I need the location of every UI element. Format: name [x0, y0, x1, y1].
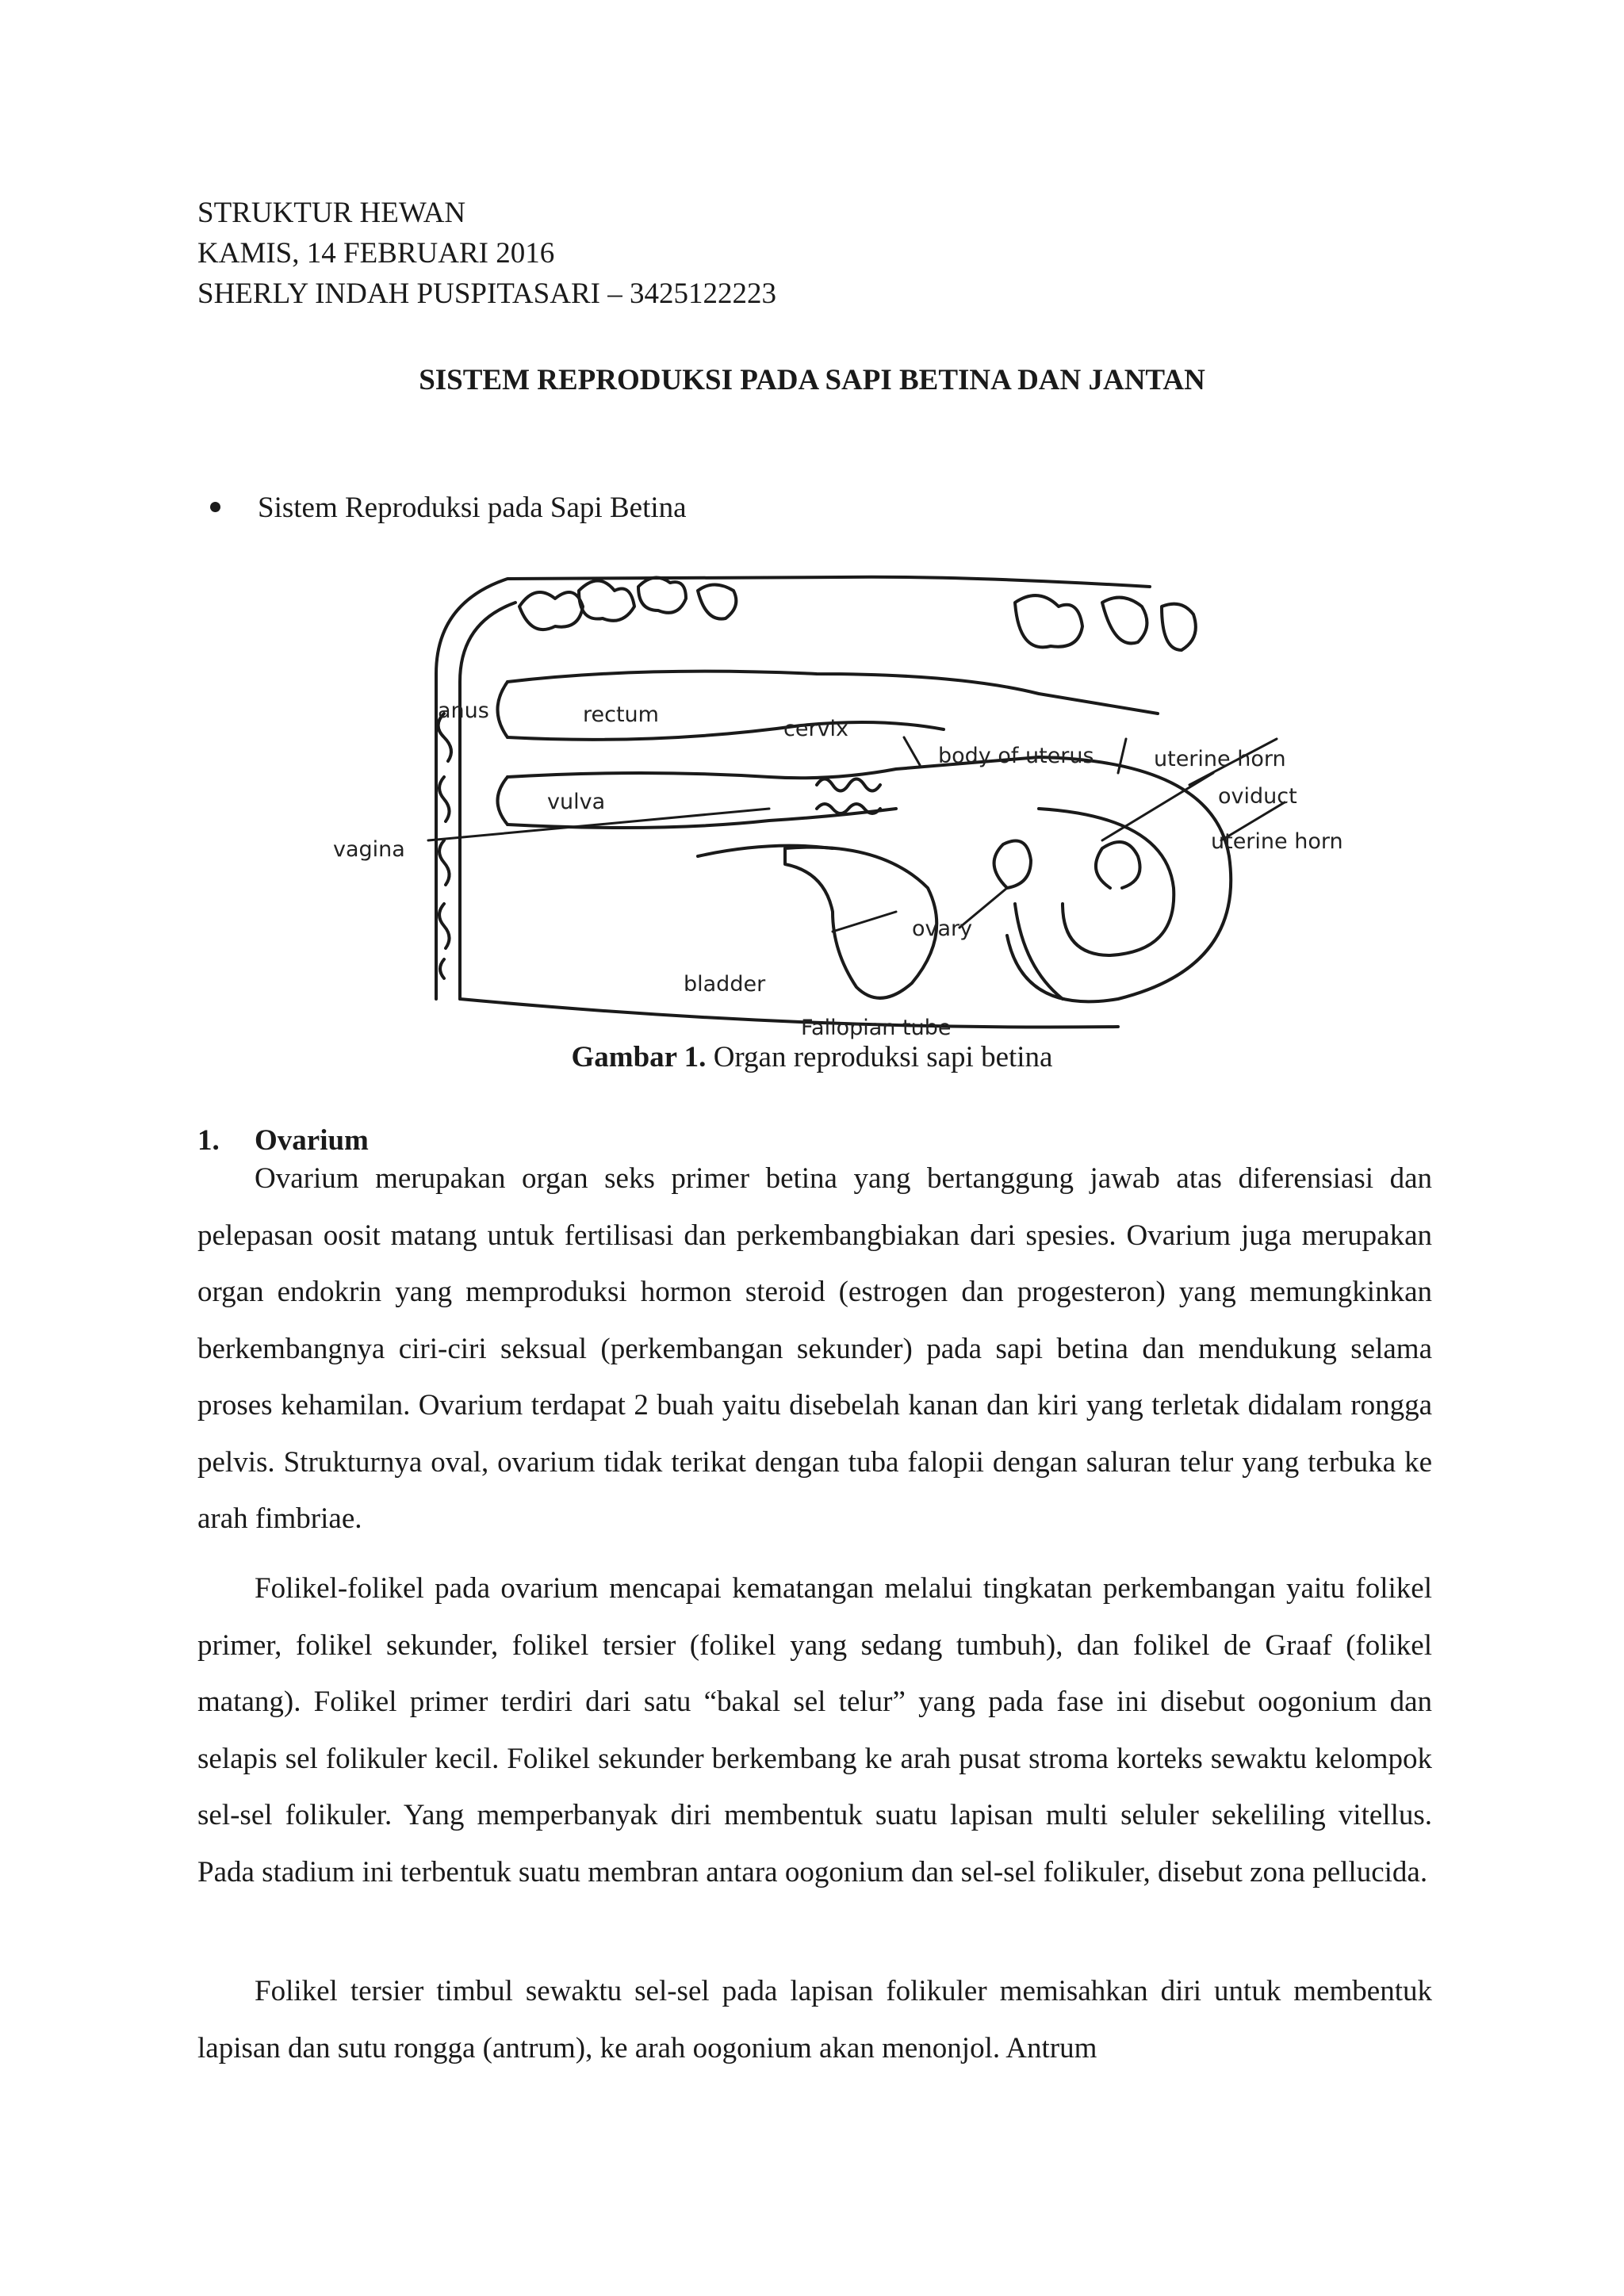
spine-outline — [436, 577, 1150, 999]
label-anus: anus — [438, 698, 489, 723]
figure-caption — [0, 1039, 1624, 1077]
label-ovary: ovary — [912, 916, 973, 941]
pointer-line — [833, 912, 896, 932]
tail-vertebra — [439, 904, 450, 948]
label-bladder: bladder — [684, 972, 766, 997]
course-name: STRUKTUR HEWAN — [197, 197, 466, 229]
paragraph-2 — [197, 1560, 1432, 1900]
ovary-shape — [994, 841, 1031, 889]
cervix-rings — [817, 804, 880, 813]
label-vagina: vagina — [333, 837, 405, 862]
anus-outline — [498, 682, 508, 737]
oviduct-coil — [1096, 842, 1140, 888]
tail-vertebra — [440, 959, 444, 978]
urethra-line — [698, 846, 833, 856]
fallopian-tube — [1015, 904, 1063, 999]
label-fallopian-tube: Fallopian tube — [801, 1016, 952, 1040]
document-header — [197, 193, 776, 314]
section-number: 1. — [197, 1124, 220, 1157]
paragraph-text: Folikel tersier timbul sewaktu sel-sel pada lapisan folikuler memisahkan diri untuk membentuk lapisan dan sutu rongga (antrum), ke arah oogonium akan menonjol. Antrum — [197, 1975, 1432, 2064]
document-title: SISTEM REPRODUKSI PADA SAPI BETINA DAN JANTAN — [419, 364, 1205, 396]
vertebra-shape — [1162, 604, 1196, 650]
author-line: SHERLY INDAH PUSPITASARI – 3425122223 — [197, 277, 776, 310]
label-cervix: cervix — [783, 717, 849, 741]
label-vulva: vulva — [547, 790, 606, 814]
document-date: KAMIS, 14 FEBRUARI 2016 — [197, 237, 555, 270]
pointer-line — [1102, 773, 1213, 840]
vertebra-shape — [519, 592, 583, 629]
bullet-item — [197, 489, 687, 527]
belly-outline — [460, 999, 1118, 1027]
paragraph-text: Ovarium merupakan organ seks primer betina yang bertanggung jawab atas diferensiasi dan pelepasan oosit matang untuk fertilisasi dan perkembangbiakan dari spesies. Ovarium juga merupakan organ endokrin yang memproduksi hormon steroid (estrogen dan progesteron) yang memungkinkan berkembangnya ciri-ciri seksual (perkembangan sekunder) pada sapi betina dan mendukung selama proses kehamilan. Ovarium terdapat 2 buah yaitu disebelah kanan dan kiri yang terletak didalam rongga pelvis. Strukturnya oval, ovarium tidak terikat dengan tuba falopii dengan saluran telur yang terbuka ke arah fimbriae. — [197, 1162, 1432, 1535]
pointer-line — [904, 737, 920, 765]
anatomy-diagram — [325, 555, 1372, 1047]
paragraph-3 — [197, 1963, 1432, 2076]
paragraph-1 — [197, 1150, 1432, 1548]
anatomy-figure — [325, 555, 1372, 1047]
vertebra-shape — [1102, 598, 1147, 644]
label-uterine-horn-lower: uterine horn — [1211, 829, 1343, 854]
label-rectum: rectum — [583, 702, 659, 727]
rectum-outline-lower — [508, 722, 944, 740]
bullet-text: Sistem Reproduksi pada Sapi Betina — [258, 492, 687, 524]
cervix-rings — [817, 779, 880, 791]
label-uterine-horn-upper: uterine horn — [1154, 747, 1286, 771]
paragraph-text: Folikel-folikel pada ovarium mencapai kematangan melalui tingkatan perkembangan yaitu folikel primer, folikel sekunder, folikel tersier (folikel yang sedang tumbuh), dan folikel de Graaf (folikel matang). Folikel primer terdiri dari satu “bakal sel telur” yang pada fase ini disebut oogonium dan selapis sel folikuler kecil. Folikel sekunder berkembang ke arah pusat stroma korteks sewaktu kelompok sel-sel folikuler. Yang memperbanyak diri membentuk suatu lapisan multi seluler sekeliling vitellus. Pada stadium ini terbentuk suatu membran antara oogonium dan sel-sel folikuler, disebut zona pellucida. — [197, 1572, 1432, 1888]
section-title: Ovarium — [255, 1124, 369, 1157]
vertebra-shape — [579, 581, 634, 621]
vertebra-shape — [698, 585, 736, 619]
caption-text: Organ reproduksi sapi betina — [706, 1041, 1053, 1073]
tail-vertebra — [439, 840, 450, 885]
vulva-outline — [498, 777, 508, 825]
spine-outline-inner — [460, 603, 515, 999]
uterine-horn-inner — [1039, 809, 1174, 955]
tail-vertebra — [439, 777, 450, 821]
label-body-of-uterus: body of uterus — [938, 744, 1094, 768]
label-oviduct: oviduct — [1218, 784, 1297, 809]
bullet-icon — [210, 502, 220, 512]
caption-number: Gambar 1. — [571, 1041, 707, 1073]
vertebra-shape — [1015, 595, 1082, 647]
vertebra-shape — [638, 578, 686, 613]
uterine-horn-loop — [1007, 757, 1231, 1001]
